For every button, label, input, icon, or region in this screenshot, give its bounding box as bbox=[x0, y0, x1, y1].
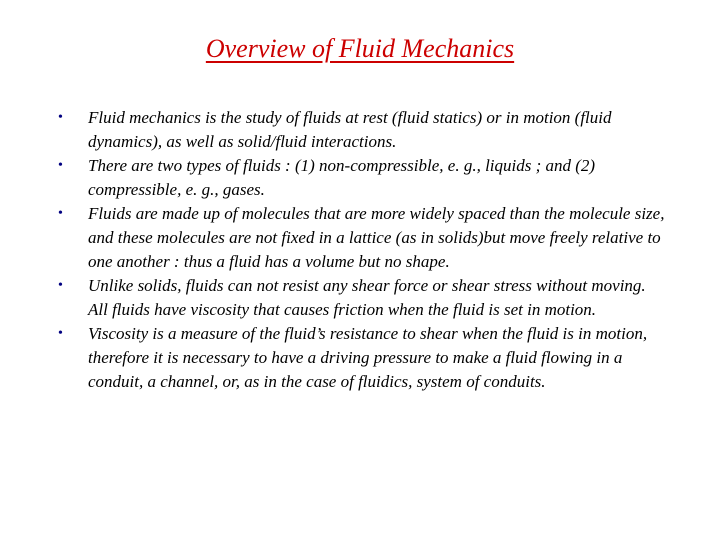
bullet-text: Viscosity is a measure of the fluid’s resistance to shear when the fluid is in motion, therefore it is necessary to have a driving pressure to make a fluid flowing in a conduit, a channel, or, as in the case of fluidics, system of conduits. bbox=[88, 324, 648, 391]
bullet-text: Fluid mechanics is the study of fluids at rest (fluid statics) or in motion (fluid dynamics), as well as solid/fluid interactions. bbox=[88, 108, 612, 151]
bullet-text: Unlike solids, fluids can not resist any shear force or shear stress without moving. All fluids have viscosity that causes friction when the fluid is set in motion. bbox=[88, 276, 646, 319]
bullet-item bbox=[58, 154, 668, 202]
bullet-icon: • bbox=[58, 326, 63, 341]
slide-title: Overview of Fluid Mechanics bbox=[205, 34, 515, 63]
bullet-list bbox=[58, 106, 668, 394]
bullet-item bbox=[58, 274, 668, 322]
bullet-icon: • bbox=[58, 158, 63, 173]
bullet-text: There are two types of fluids : (1) non-compressible, e. g., liquids ; and (2) compressible, e. g., gases. bbox=[88, 156, 596, 199]
bullet-icon: • bbox=[58, 110, 63, 125]
bullet-icon: • bbox=[58, 278, 63, 293]
bullet-item bbox=[58, 322, 668, 394]
bullet-item bbox=[58, 106, 668, 154]
bullet-icon: • bbox=[58, 206, 63, 221]
bullet-item bbox=[58, 202, 668, 274]
bullet-text: Fluids are made up of molecules that are more widely spaced than the molecule size, and these molecules are not fixed in a lattice (as in solids)but move freely relative to one another : thus a fluid has a volume but no shape. bbox=[88, 204, 665, 271]
